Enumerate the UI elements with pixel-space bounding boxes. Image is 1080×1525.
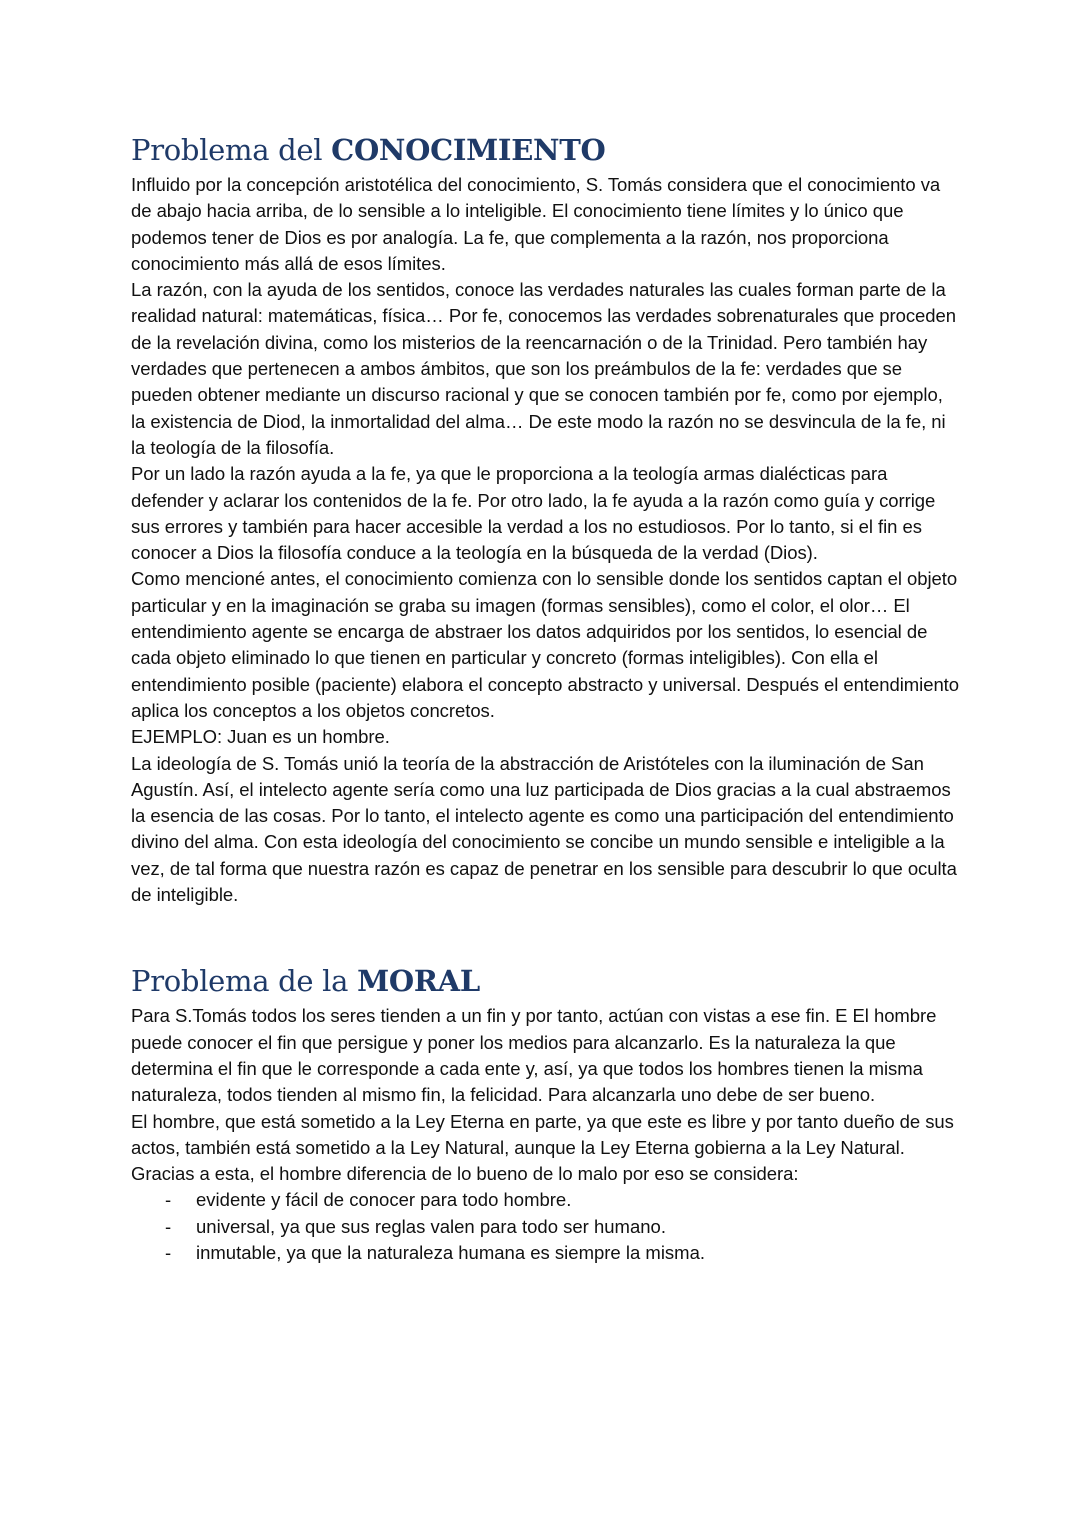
section-moral bbox=[131, 961, 961, 1266]
title-prefix: Problema de la bbox=[131, 964, 358, 999]
bullet-dash: - bbox=[165, 1241, 172, 1263]
paragraph: Para S.Tomás todos los seres tienden a un fin y por tanto, actúan con vistas a ese fin. E El hombre puede conocer el fin que persigue y poner los medios para alcanzarlo. Es la naturaleza la que determina el fin que le corresponde a cada ente y, así, ya que todos los hombres tienen la misma naturaleza, todos tienden al mismo fin, la felicidad. Para alcanzarla uno debe de ser bueno. bbox=[131, 1005, 937, 1106]
list-item-text: universal, ya que sus reglas valen para todo ser humano. bbox=[196, 1215, 666, 1237]
list-item bbox=[131, 1187, 961, 1213]
example-line: EJEMPLO: Juan es un hombre. bbox=[131, 726, 390, 748]
paragraph: Influido por la concepción aristotélica del conocimiento, S. Tomás considera que el conocimiento va de abajo hacia arriba, de lo sensible a lo inteligible. El conocimiento tiene límites y lo único que podemos tener de Dios es por analogía. La fe, que complementa a la razón, nos proporciona conocimiento más allá de esos límites. bbox=[131, 174, 941, 274]
list-item-text: inmutable, ya que la naturaleza humana es siempre la misma. bbox=[196, 1241, 706, 1263]
bullet-dash: - bbox=[165, 1215, 172, 1237]
paragraph: Como mencioné antes, el conocimiento comienza con lo sensible donde los sentidos captan el objeto particular y en la imaginación se graba su imagen (formas sensibles), como el color, el olor… El entendimiento agente se encarga de abstraer los datos adquiridos por los sentidos, lo esencial de cada objeto eliminado lo que tienen en particular y concreto (formas inteligibles). Con ella el entendimiento posible (paciente) elabora el concepto abstracto y universal. Después el entendimiento aplica los conceptos a los objetos concretos. bbox=[131, 568, 960, 721]
title-keyword: CONOCIMIENTO bbox=[331, 133, 606, 167]
section-title-moral bbox=[131, 961, 961, 1001]
title-prefix: Problema del bbox=[131, 133, 332, 167]
bullet-list bbox=[131, 1187, 961, 1266]
section-title-conocimiento bbox=[131, 130, 961, 170]
title-keyword: MORAL bbox=[357, 964, 480, 999]
paragraph: El hombre, que está sometido a la Ley Eterna en parte, ya que este es libre y por tanto dueño de sus actos, también está sometido a la Ley Natural, aunque la Ley Eterna gobierna a la Ley Natural. Gracias a esta, el hombre diferencia de lo bueno de lo malo por eso se considera: bbox=[131, 1110, 954, 1185]
paragraph: La razón, con la ayuda de los sentidos, conoce las verdades naturales las cuales forman parte de la realidad natural: matemáticas, física… Por fe, conocemos las verdades sobrenaturales que proceden de la revelación divina, como los misterios de la reencarnación o de la Trinidad. Pero también hay verdades que pertenecen a ambos ámbitos, que son los preámbulos de la fe: verdades que se pueden obtener mediante un discurso racional y que se conocen también por fe, como por ejemplo, la existencia de Diod, la inmortalidad del alma… De este modo la razón no se desvincula de la fe, ni la teología de la filosofía. bbox=[131, 279, 957, 458]
list-item bbox=[131, 1240, 961, 1266]
list-item-text: evidente y fácil de conocer para todo hombre. bbox=[196, 1189, 572, 1211]
section-conocimiento bbox=[131, 130, 961, 908]
list-item bbox=[131, 1214, 961, 1240]
paragraph: La ideología de S. Tomás unió la teoría de la abstracción de Aristóteles con la iluminación de San Agustín. Así, el intelecto agente sería como una luz participada de Dios gracias a la cual abstraemos la esencia de las cosas. Por lo tanto, el intelecto agente es como una participación del entendimiento divino del alma. Con esta ideología del conocimiento se concibe un mundo sensible e inteligible a la vez, de tal forma que nuestra razón es capaz de penetrar en los sensible para descubrir lo que oculta de inteligible. bbox=[131, 752, 957, 906]
bullet-dash: - bbox=[165, 1189, 172, 1211]
paragraph: Por un lado la razón ayuda a la fe, ya que le proporciona a la teología armas dialécticas para defender y aclarar los contenidos de la fe. Por otro lado, la fe ayuda a la razón como guía y corrige sus errores y también para hacer accesible la verdad a los no estudiosos. Por lo tanto, si el fin es conocer a Dios la filosofía conduce a la teología en la búsqueda de la verdad (Dios). bbox=[131, 463, 936, 564]
document-page bbox=[131, 130, 961, 1266]
